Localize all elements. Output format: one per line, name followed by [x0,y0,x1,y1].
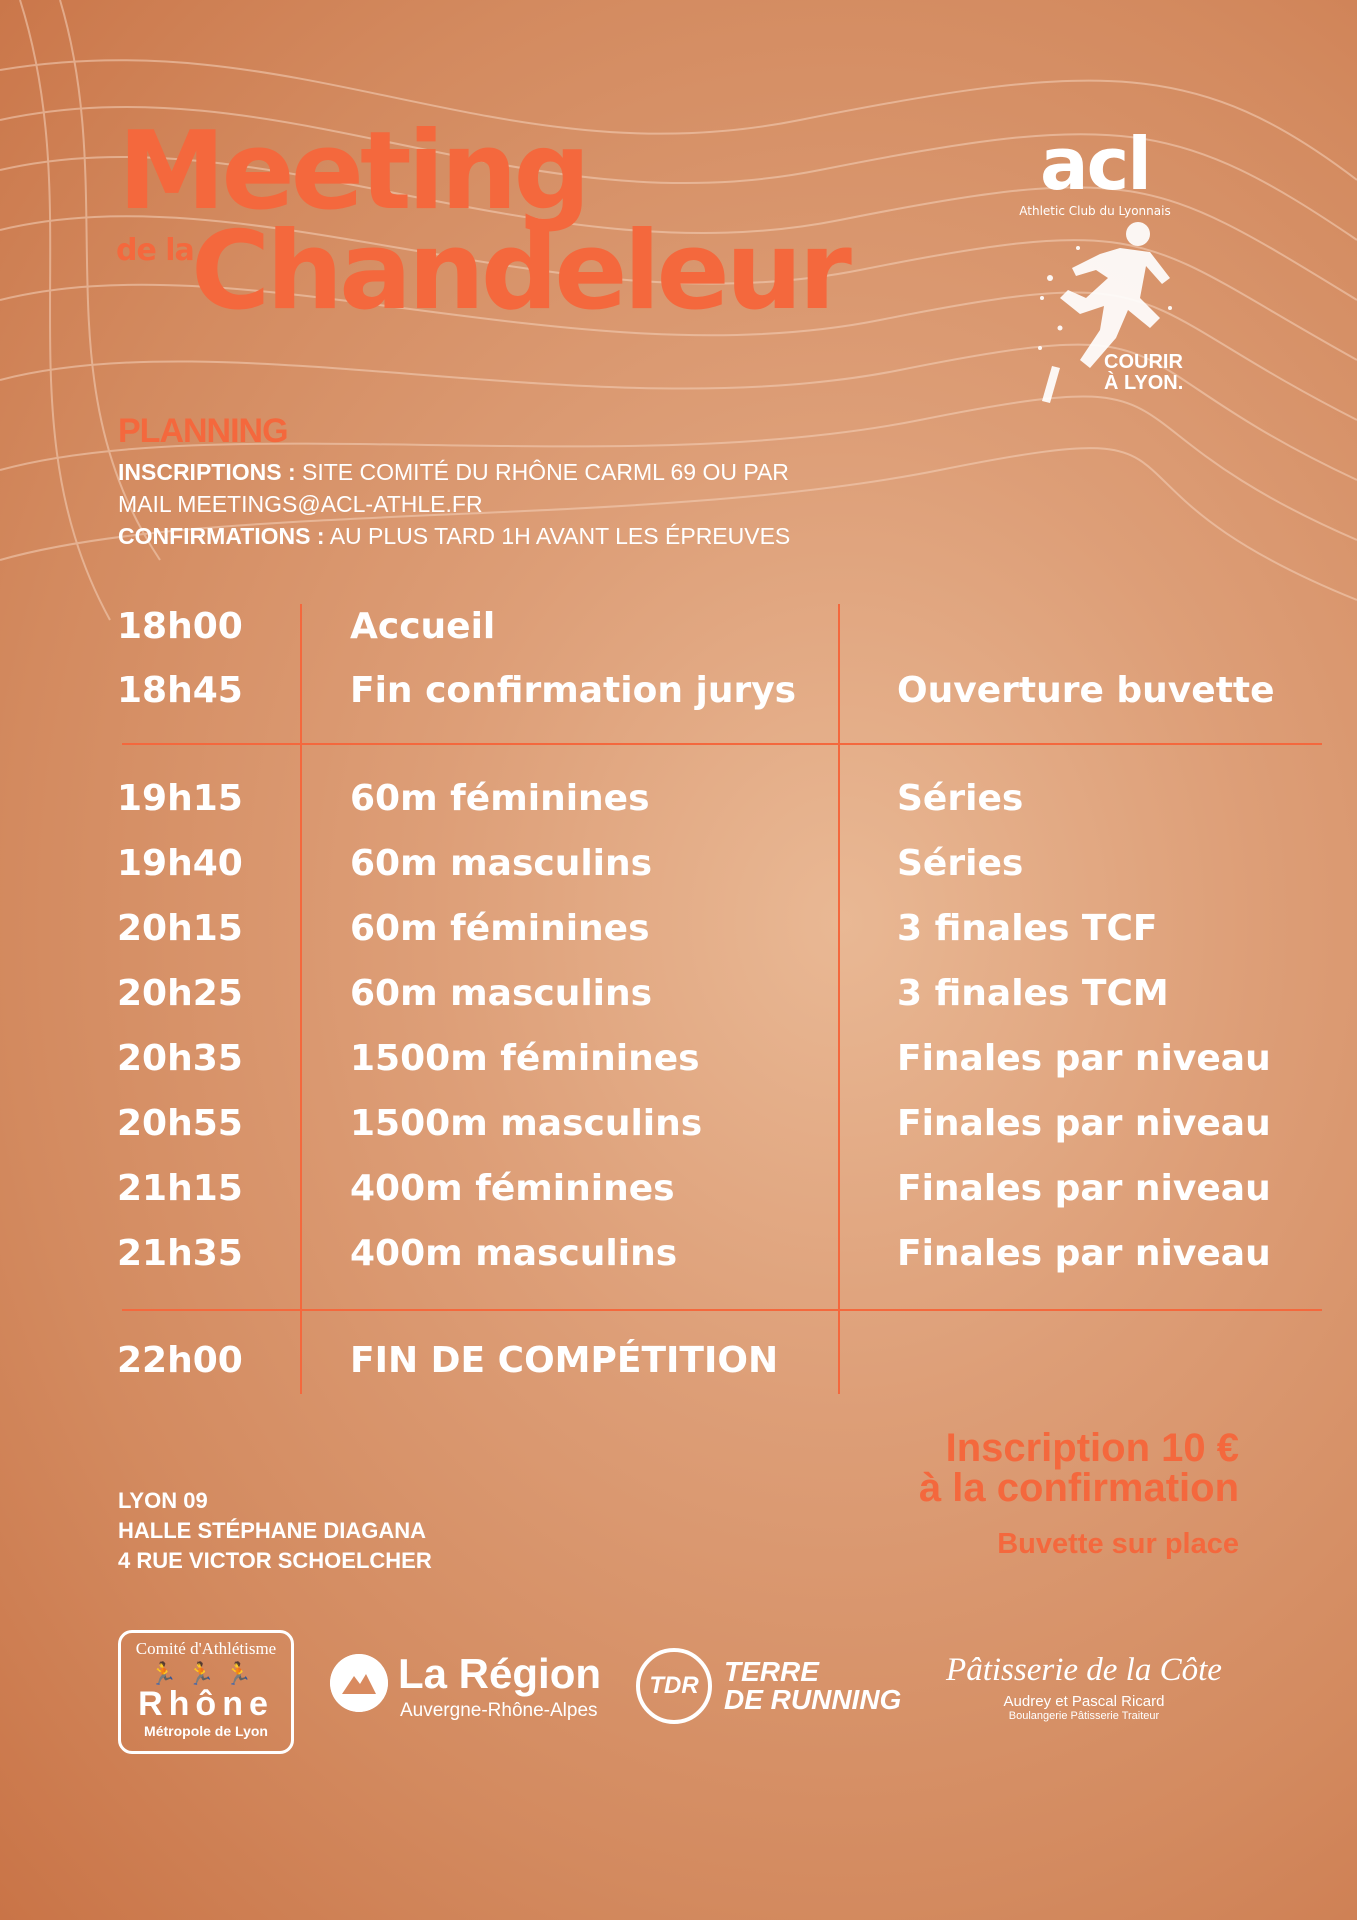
slogan-line1: COURIR [1104,351,1183,373]
venue-address [118,1486,432,1576]
row-time: 21h35 [117,1233,243,1274]
row-time: 21h15 [117,1168,243,1209]
confirmations-label: CONFIRMATIONS : [118,523,325,549]
row-note: Finales par niveau [897,1038,1271,1079]
inscriptions-label: INSCRIPTIONS : [118,459,296,485]
schedule-row [0,670,1357,720]
patis-trade: Boulangerie Pâtisserie Traiteur [1008,1710,1160,1722]
venue-line2: HALLE STÉPHANE DIAGANA [118,1518,427,1543]
venue-line3: 4 RUE VICTOR SCHOELCHER [118,1548,432,1573]
club-name: Athletic Club du Lyonnais [1019,204,1171,218]
row-event: Accueil [350,606,496,647]
cda-bottom: Métropole de Lyon [144,1723,268,1739]
row-time: 18h45 [117,670,243,711]
row-note: 3 finales TCM [897,973,1169,1014]
row-event: 60m féminines [350,908,650,949]
club-slogan [1104,352,1183,394]
row-event: 400m masculins [350,1233,678,1274]
row-note: Ouverture buvette [897,670,1275,711]
row-event: 60m masculins [350,973,653,1014]
title-de-la: de la [116,233,194,268]
inscriptions-text: SITE COMITÉ DU RHÔNE CARML 69 OU PAR [302,459,789,485]
row-note: Séries [897,778,1024,819]
venue-line1: LYON 09 [118,1488,208,1513]
title-meeting: Meeting [118,109,587,234]
row-event: 60m masculins [350,843,653,884]
row-note: Finales par niveau [897,1233,1271,1274]
tdr-badge: TDR [636,1648,712,1724]
sponsor-patisserie [934,1652,1234,1722]
title-chandeleur: Chandeleur [191,209,848,334]
schedule-row [0,1233,1357,1283]
schedule-row [0,1103,1357,1153]
schedule-row [0,843,1357,893]
schedule-row [0,973,1357,1023]
row-time: 19h15 [117,778,243,819]
pricing-block [919,1428,1239,1561]
registration-info [118,456,790,552]
schedule-divider-bottom [122,1309,1322,1311]
cda-name: Rhône [138,1685,274,1723]
schedule-divider-top [122,743,1322,745]
tdr-text [724,1658,901,1714]
row-note: Finales par niveau [897,1168,1271,1209]
schedule-row [0,908,1357,958]
patis-name: Pâtisserie de la Côte [946,1652,1222,1688]
price-line2: à la confirmation [918,1466,1239,1510]
row-event: 1500m masculins [350,1103,703,1144]
row-time: 20h25 [117,973,243,1014]
schedule-row [0,1038,1357,1088]
region-name: La Région [398,1650,602,1697]
acl-logo-text: acl [1040,122,1150,206]
row-time: 20h35 [117,1038,243,1079]
region-sub: Auvergne-Rhône-Alpes [400,1700,598,1721]
planning-heading: PLANNING [118,412,288,450]
price-line1: Inscription 10 € [945,1426,1239,1470]
schedule-row [0,606,1357,656]
slogan-line2: À LYON. [1104,372,1184,394]
row-event: Fin confirmation jurys [350,670,797,711]
row-time: 22h00 [117,1340,243,1381]
schedule-row [0,1340,1357,1390]
row-time: 20h55 [117,1103,243,1144]
row-event: 1500m féminines [350,1038,700,1079]
schedule-row [0,778,1357,828]
row-time: 18h00 [117,606,243,647]
row-event: FIN DE COMPÉTITION [350,1340,779,1381]
cda-top: Comité d'Athlétisme [135,1639,277,1658]
runners-icon: 🏃🏃🏃 [149,1661,263,1686]
buvette-note: Buvette sur place [997,1528,1239,1560]
confirmations-text: AU PLUS TARD 1H AVANT LES ÉPREUVES [329,523,791,549]
row-time: 20h15 [117,908,243,949]
mail-text: MAIL MEETINGS@ACL-ATHLE.FR [118,491,483,517]
patis-owners: Audrey et Pascal Ricard [1003,1693,1165,1710]
schedule-row [0,1168,1357,1218]
acl-logo [1010,122,1180,218]
tdr-line2: DE RUNNING [724,1684,902,1715]
row-event: 60m féminines [350,778,650,819]
row-time: 19h40 [117,843,243,884]
mountain-icon [330,1654,388,1712]
tdr-line1: TERRE [724,1656,819,1687]
row-note: Finales par niveau [897,1103,1271,1144]
sponsor-comite-rhone [118,1630,294,1754]
row-note: Séries [897,843,1024,884]
row-note: 3 finales TCF [897,908,1158,949]
row-event: 400m féminines [350,1168,675,1209]
